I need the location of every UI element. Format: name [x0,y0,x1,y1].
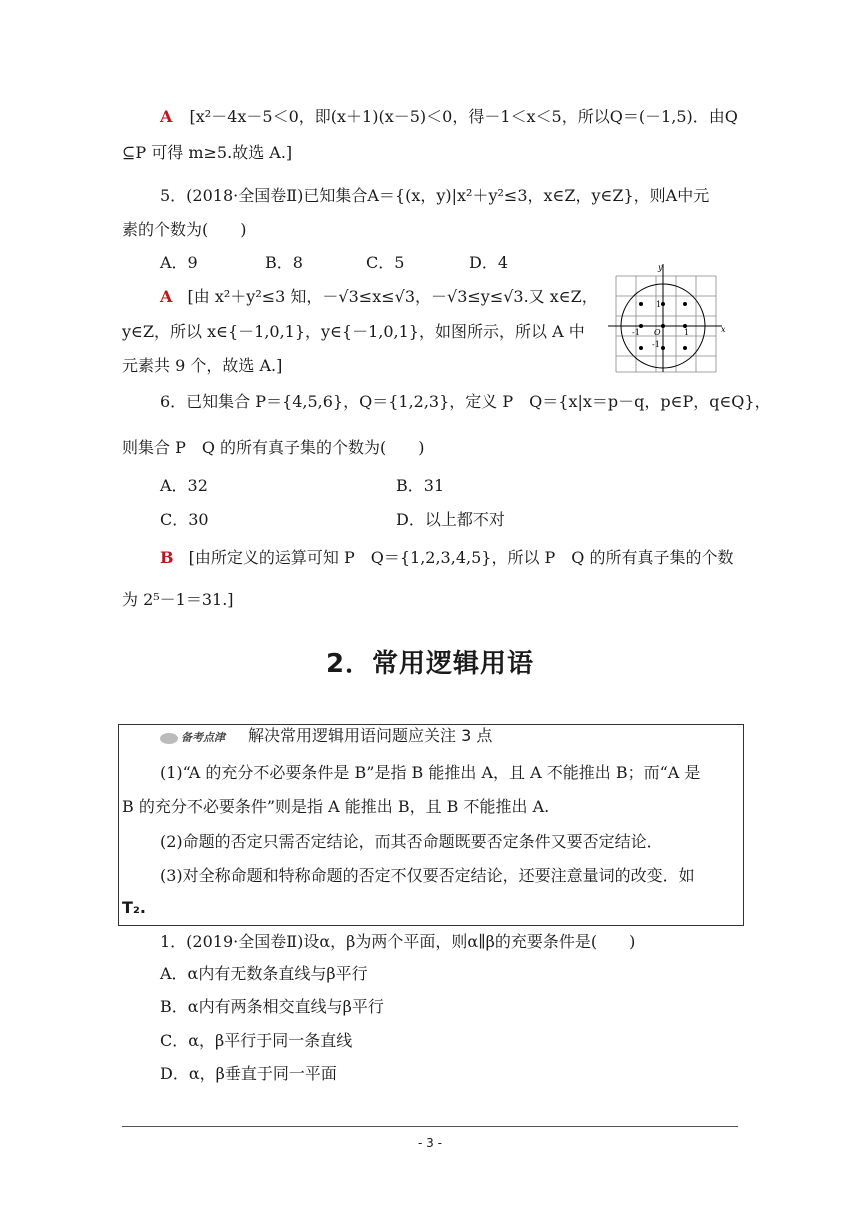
q1-option-a: A．α内有无数条直线与β平行 [160,964,368,983]
tip-p3-line1: (3)对全称命题和特称命题的否定不仅要否定结论，还要注意量词的改变．如 [160,866,695,885]
footer-rule [122,1126,738,1127]
q4-answer-line2: ⊆P 可得 m≥5.故选 A.] [122,143,293,162]
q6-stem-line2: 则集合 P Q 的所有真子集的个数为( ) [122,438,425,457]
q6-answer-line1 [160,548,734,568]
q5-option-d: D．4 [469,253,509,272]
tip-badge [160,730,234,746]
answer-text: [由 x²＋y²≤3 知，－√3≤x≤√3，－√3≤y≤√3.又 x∈Z， [187,287,598,306]
tip-box [118,724,744,926]
tip-p3-line2: T₂. [122,898,146,917]
grid-lines [616,276,716,372]
badge-label: 备考点津 [181,731,225,744]
q6-stem-line1: 6．已知集合 P＝{4,5,6}，Q＝{1,2,3}，定义 P Q＝{x|x＝p－q，p∈P，q∈Q}， [160,392,771,411]
tick-label-y1: 1 [656,300,662,309]
tick-label-neg1: -1 [632,328,640,337]
q1-option-c: C．α，β平行于同一条直线 [160,1031,353,1050]
answer-text: [x²－4x－5＜0，即(x＋1)(x－5)＜0，得－1＜x＜5，所以Q＝(－1,5)．由Q [189,107,738,126]
tip-p2: (2)命题的否定只需否定结论，而其否命题既要否定条件又要否定结论． [160,832,663,851]
q5-option-b: B．8 [265,253,303,272]
q1-stem: 1．(2019·全国卷Ⅱ)设α，β为两个平面，则α∥β的充要条件是( ) [160,932,636,951]
origin-label: O [654,328,661,337]
q1-option-b: B．α内有两条相交直线与β平行 [160,997,384,1016]
badge-icon [160,733,178,744]
q6-option-b: B．31 [396,476,445,495]
q6-option-c: C．30 [160,510,209,529]
answer-mark: A [160,107,173,126]
q5-option-a: A．9 [160,253,198,272]
q6-option-a: A．32 [160,476,208,495]
q6-option-d: D．以上都不对 [396,510,505,529]
q5-answer-line3: 元素共 9 个，故选 A.] [122,356,283,375]
lattice-circle-figure [604,262,728,374]
answer-text: [由所定义的运算可知 P Q＝{1,2,3,4,5}，所以 P Q 的所有真子集的个数 [188,548,734,567]
q5-stem-line2: 素的个数为( ) [122,220,247,239]
q5-stem-line1: 5．(2018·全国卷Ⅱ)已知集合A＝{(x，y)|x²＋y²≤3，x∈Z，y∈Z}，则A中元 [160,186,710,205]
x-axis-label: x [721,325,726,334]
q5-answer-line1 [160,287,598,307]
y-axis-label: y [658,263,663,272]
section-title: 2．常用逻辑用语 [325,649,535,679]
answer-mark: A [160,287,173,306]
q5-answer-line2: y∈Z，所以 x∈{－1,0,1}，y∈{－1,0,1}，如图所示，所以 A 中 [122,322,585,341]
answer-mark: B [160,548,174,567]
tick-label-x1: 1 [684,328,690,337]
tip-p1-line1: (1)“A 的充分不必要条件是 B”是指 B 能推出 A，且 A 不能推出 B；而“A 是 [160,763,701,782]
page-number: - 3 - [418,1136,442,1150]
q1-option-d: D．α，β垂直于同一平面 [160,1064,337,1083]
tip-heading: 解决常用逻辑用语问题应关注 3 点 [248,726,493,745]
q6-answer-line2: 为 2⁵－1＝31.] [122,590,234,609]
tick-label-yneg1: -1 [652,340,660,349]
q4-answer-line1 [160,107,738,127]
tip-p1-line2: B 的充分不必要条件”则是指 A 能推出 B，且 B 不能推出 A. [122,797,550,816]
q5-option-c: C．5 [366,253,405,272]
